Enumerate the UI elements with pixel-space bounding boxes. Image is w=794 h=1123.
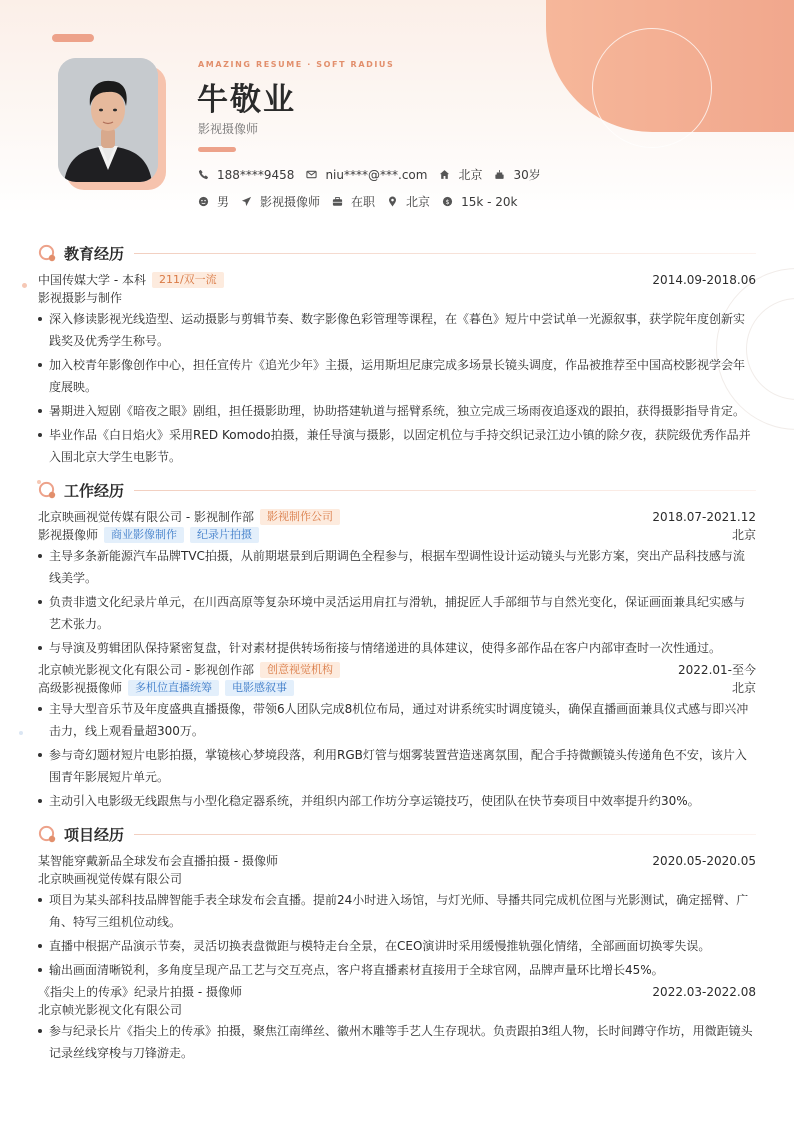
gender-text: 男 — [217, 195, 230, 209]
detail-salary — [442, 195, 517, 209]
accent-pill — [52, 34, 94, 42]
section-divider — [134, 253, 756, 254]
list-item: 毕业作品《白日焰火》采用RED Komodo拍摄，兼任导演与摄影，以固定机位与手持交织记录江边小镇的除夕夜，获院级优秀作品并入围北京大学生电影节。 — [38, 424, 756, 468]
project-org: 北京帧光影视文化有限公司 — [38, 1003, 183, 1017]
email-text: niu****@***.com — [325, 167, 428, 182]
job-date: 2022.01-至今 — [678, 663, 756, 677]
school-name: 中国传媒大学 - 本科 — [38, 273, 146, 287]
age-text: 30岁 — [513, 168, 541, 182]
job-city: 北京 — [731, 681, 756, 695]
svg-text:$: $ — [445, 197, 450, 206]
detail-location — [387, 193, 430, 210]
resume-body — [38, 241, 756, 1074]
education-section — [38, 241, 756, 468]
contact-phone[interactable] — [198, 168, 294, 182]
project-name: 某智能穿戴新品全球发布会直播拍摄 - 摄像师 — [38, 854, 278, 868]
education-school-row — [38, 271, 756, 289]
company-tag: 影视制作公司 — [260, 509, 340, 525]
list-item: 参与奇幻题材短片电影拍摄，掌镜核心梦境段落，利用RGB灯管与烟雾装置营造迷离氛围，配合手持微颤镜头传递角色不安，该片入围青年影展短片单元。 — [38, 744, 756, 788]
project-row — [38, 852, 756, 870]
project-entry — [38, 983, 756, 1064]
project-org: 北京映画视觉传媒有限公司 — [38, 872, 183, 886]
projects-section — [38, 822, 756, 1064]
contact-age — [494, 166, 540, 183]
contact-city — [439, 166, 482, 183]
briefcase-icon — [332, 196, 343, 207]
contact-email[interactable] — [306, 168, 427, 182]
school-tag: 211/双一流 — [152, 272, 224, 288]
section-badge-icon — [38, 481, 56, 499]
section-divider — [134, 490, 756, 491]
candidate-name: 牛敬业 — [197, 82, 296, 118]
details-row — [198, 193, 529, 210]
project-entry — [38, 852, 756, 981]
title-underline — [198, 147, 236, 152]
list-item: 项目为某头部科技品牌智能手表全球发布会直播。提前24小时进入场馆，与灯光师、导播共同完成机位图与光影测试，确定摇臂、广角、特写三组机位动线。 — [38, 889, 756, 933]
role-name: 高级影视摄像师 — [38, 681, 123, 695]
list-item: 暑期进入短剧《暗夜之眼》剧组，担任摄影助理，协助搭建轨道与摇臂系统，独立完成三场雨夜追逐戏的跟拍，获得摄影指导肯定。 — [38, 400, 756, 422]
contact-row — [198, 166, 553, 183]
list-item: 加入校青年影像创作中心，担任宣传片《追光少年》主摄，运用斯坦尼康完成多场景长镜头调度，作品被推荐至中国高校影视学会年度展映。 — [38, 354, 756, 398]
target-role-text: 影视摄像师 — [260, 195, 321, 209]
list-item: 主动引入电影级无线跟焦与小型化稳定器系统，并组织内部工作坊分享运镜技巧，使团队在快节奏项目中效率提升约30%。 — [38, 790, 756, 812]
job-bullets — [38, 545, 756, 659]
work-entry — [38, 661, 756, 812]
project-row — [38, 983, 756, 1001]
project-bullets — [38, 889, 756, 981]
detail-gender — [198, 193, 229, 210]
section-badge-icon — [38, 244, 56, 262]
section-title: 项目经历 — [64, 825, 125, 844]
phone-text: 188****9458 — [217, 167, 295, 182]
status-text: 在职 — [351, 195, 376, 209]
education-major-row — [38, 289, 756, 307]
send-icon — [241, 196, 252, 207]
job-date: 2018.07-2021.12 — [652, 510, 756, 524]
work-entry — [38, 508, 756, 659]
section-badge-icon — [38, 825, 56, 843]
decorative-dot — [22, 283, 27, 288]
section-title: 教育经历 — [64, 244, 125, 263]
list-item: 输出画面清晰锐利，多角度呈现产品工艺与交互亮点，客户将直播素材直接用于全球官网，品牌声量环比增长45%。 — [38, 959, 756, 981]
list-item: 参与纪录长片《指尖上的传承》拍摄，聚焦江南缂丝、徽州木雕等手艺人生存现状。负责跟拍3组人物，长时间蹲守作坊，用微距镜头记录丝线穿梭与刀锋游走。 — [38, 1020, 756, 1064]
company-tag: 创意视觉机构 — [260, 662, 340, 678]
project-name: 《指尖上的传承》纪录片拍摄 - 摄像师 — [38, 985, 242, 999]
avatar — [58, 58, 158, 182]
location-pin-icon — [387, 196, 398, 207]
decorative-ring — [592, 28, 712, 148]
job-city: 北京 — [731, 528, 756, 542]
education-date: 2014.09-2018.06 — [652, 273, 756, 287]
work-section — [38, 478, 756, 812]
role-row — [38, 679, 756, 697]
project-bullets — [38, 1020, 756, 1064]
company-name: 北京帧光影视文化有限公司 - 影视创作部 — [38, 663, 254, 677]
mail-icon — [306, 169, 317, 180]
job-bullets — [38, 698, 756, 812]
company-name: 北京映画视觉传媒有限公司 - 影视制作部 — [38, 510, 254, 524]
list-item: 与导演及剪辑团队保持紧密复盘，针对素材提供转场衔接与情绪递进的具体建议，使得多部作品在客户内部审查时一次性通过。 — [38, 637, 756, 659]
major-name: 影视摄影与制作 — [38, 291, 123, 305]
project-org-row — [38, 1001, 756, 1019]
phone-icon — [198, 169, 209, 180]
cake-icon — [494, 169, 505, 180]
section-divider — [134, 834, 756, 835]
company-row — [38, 661, 756, 679]
section-title: 工作经历 — [64, 481, 125, 500]
list-item: 直播中根据产品演示节奏，灵活切换表盘微距与模特走台全景，在CEO演讲时采用缓慢推轨强化情绪，全部画面切换零失误。 — [38, 935, 756, 957]
role-name: 影视摄像师 — [38, 528, 99, 542]
company-row — [38, 508, 756, 526]
detail-status — [332, 193, 375, 210]
salary-text: 15k - 20k — [461, 194, 518, 209]
gender-icon — [198, 196, 209, 207]
job-title: 影视摄像师 — [198, 122, 259, 136]
project-org-row — [38, 870, 756, 888]
role-tag: 电影感叙事 — [225, 680, 294, 696]
decorative-dot — [19, 731, 23, 735]
section-header — [38, 241, 756, 265]
section-header — [38, 822, 756, 846]
location-text: 北京 — [406, 195, 431, 209]
list-item: 主导大型音乐节及年度盛典直播摄像，带领6人团队完成8机位布局，通过对讲系统实时调度镜头，确保直播画面兼具仪式感与即兴冲击力，线上观看量超300万。 — [38, 698, 756, 742]
resume-brand: AMAZING RESUME · SOFT RADIUS — [198, 60, 395, 69]
role-tag: 商业影像制作 — [104, 527, 184, 543]
salary-icon — [442, 196, 453, 207]
home-icon — [439, 169, 450, 180]
list-item: 负责非遗文化纪录片单元，在川西高原等复杂环境中灵活运用肩扛与滑轨，捕捉匠人手部细节与自然光变化，保证画面兼具纪实感与艺术张力。 — [38, 591, 756, 635]
role-row — [38, 526, 756, 544]
section-header — [38, 478, 756, 502]
city-text: 北京 — [458, 168, 483, 182]
education-bullets — [38, 308, 756, 468]
list-item: 深入修读影视光线造型、运动摄影与剪辑节奏、数字影像色彩管理等课程，在《暮色》短片中尝试单一光源叙事，获学院年度创新实践奖及优秀学生称号。 — [38, 308, 756, 352]
role-tag: 纪录片拍摄 — [190, 527, 259, 543]
project-date: 2020.05-2020.05 — [652, 854, 756, 868]
role-tag: 多机位直播统筹 — [128, 680, 219, 696]
project-date: 2022.03-2022.08 — [652, 985, 756, 999]
detail-target-role — [241, 193, 320, 210]
list-item: 主导多条新能源汽车品牌TVC拍摄，从前期堪景到后期调色全程参与，根据车型调性设计运动镜头与光影方案，突出产品科技感与流线美学。 — [38, 545, 756, 589]
